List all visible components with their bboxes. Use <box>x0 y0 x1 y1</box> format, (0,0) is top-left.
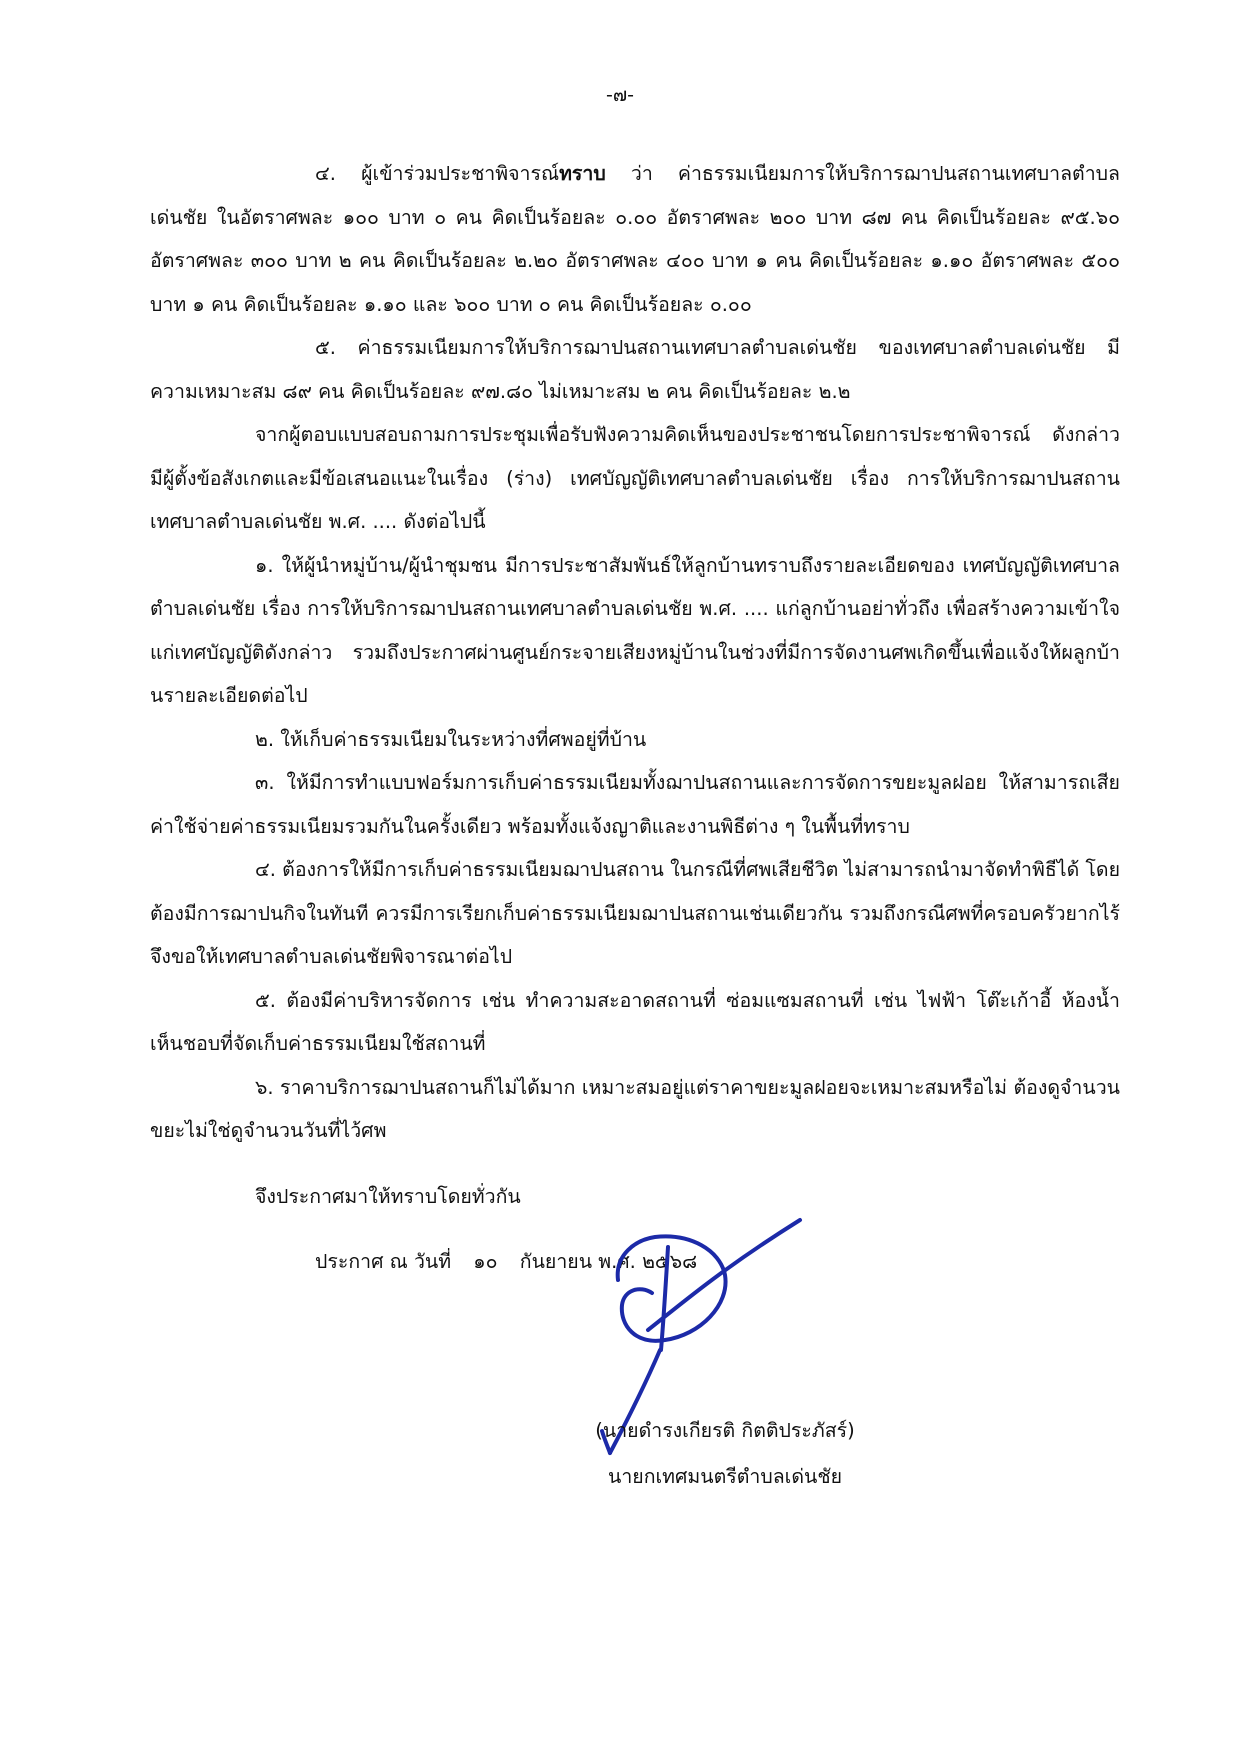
summary-item-5: ๕. ค่าธรรมเนียมการให้บริการฌาปนสถานเทศบาลตำบลเด่นชัย ของเทศบาลตำบลเด่นชัย มีความเหมาะสม ๘๙ คน คิดเป็นร้อยละ ๙๗.๘๐ ไม่เหมาะสม ๒ คน คิดเป็นร้อยละ ๒.๒ <box>150 336 1120 403</box>
suggestion-item: ๔. ต้องการให้มีการเก็บค่าธรรมเนียมฌาปนสถาน ในกรณีที่ศพเสียชีวิต ไม่สามารถนำมาจัดทำพิธีได้ โดยต้องมีการฌาปนกิจในทันที ควรมีการเรียกเก็บค่าธรรมเนียมฌาปนสถานเช่นเดียวกัน รวมถึงกรณีศพที่ครอบครัวยากไร้ จึงขอให้เทศบาลตำบลเด่นชัยพิจารณาต่อไป <box>150 858 1120 968</box>
date-day: ๑๐ <box>473 1250 498 1273</box>
suggestion-item: ๕. ต้องมีค่าบริหารจัดการ เช่น ทำความสะอาดสถานที่ ซ่อมแซมสถานที่ เช่น ไฟฟ้า โต๊ะเก้าอี้ ห้องน้ำ เห็นชอบที่จัดเก็บค่าธรรมเนียมใช้สถานที่ <box>150 988 1120 1055</box>
spacer <box>150 1153 1120 1175</box>
summary-item-4-bold: ทราบ <box>559 162 606 185</box>
suggestion-item: ๑. ให้ผู้นำหมู่บ้าน/ผู้นำชุมชน มีการประชาสัมพันธ์ให้ลูกบ้านทราบถึงรายละเอียดของ เทศบัญญัติเทศบาลตำบลเด่นชัย เรื่อง การให้บริการฌาปนสถานเทศบาลตำบลเด่นชัย พ.ศ. .... แก่ลูกบ้านอย่าทั่วถึง เพื่อสร้างความเข้าใจแก่เทศบัญญัติดังกล่าว รวมถึงประกาศผ่านศูนย์กระจายเสียงหมู่บ้านในช่วงที่มีการจัดงานศพเกิดขึ้นเพื่อแจ้งให้ผลูกบ้านรายละเอียดต่อไป <box>150 553 1120 707</box>
page-number: -๗- <box>606 84 634 106</box>
summary-item-4-prefix: ๔. ผู้เข้าร่วมประชาพิจารณ์ <box>315 162 560 185</box>
document-body <box>150 152 1120 1284</box>
intro-paragraph: จากผู้ตอบแบบสอบถามการประชุมเพื่อรับฟังความคิดเห็นของประชาชนโดยการประชาพิจารณ์ ดังกล่าว มีผู้ตั้งข้อสังเกตและมีข้อเสนอแนะในเรื่อง (ร่าง) เทศบัญญัติเทศบาลตำบลเด่นชัย เรื่อง การให้บริการฌาปนสถานเทศบาลตำบลเด่นชัย พ.ศ. .... ดังต่อไปนี้ <box>150 423 1120 533</box>
summary-item-4 <box>150 152 1120 326</box>
closing-statement: จึงประกาศมาให้ทราบโดยทั่วกัน <box>255 1184 521 1208</box>
signer-position: นายกเทศมนตรีตำบลเด่นชัย <box>608 1465 842 1488</box>
suggestion-item: ๒. ให้เก็บค่าธรรมเนียมในระหว่างที่ศพอยู่ที่บ้าน <box>255 727 647 751</box>
date-prefix: ประกาศ ณ วันที่ <box>315 1250 452 1273</box>
date-month-year: กันยายน พ.ศ. ๒๕๖๘ <box>519 1250 698 1273</box>
suggestion-item: ๖. ราคาบริการฌาปนสถานก็ไม่ได้มาก เหมาะสมอยู่แต่ราคาขยะมูลฝอยจะเหมาะสมหรือไม่ ต้องดูจำนวนขยะไม่ใช่ดูจำนวนวันที่ไว้ศพ <box>150 1075 1120 1142</box>
suggestion-item: ๓. ให้มีการทำแบบฟอร์มการเก็บค่าธรรมเนียมทั้งฌาปนสถานและการจัดการขยะมูลฝอย ให้สามารถเสียค่าใช้จ่ายค่าธรรมเนียมรวมกันในครั้งเดียว พร้อมทั้งแจ้งญาติและงานพิธีต่าง ๆ ในพื้นที่ทราบ <box>150 771 1120 838</box>
signer-name: (นายดำรงเกียรติ กิตติประภัสร์) <box>595 1419 855 1442</box>
summary-item-4-rest: ว่า ค่าธรรมเนียมการให้บริการฌาปนสถานเทศบาลตำบลเด่นชัย ในอัตราศพละ ๑๐๐ บาท ๐ คน คิดเป็นร้อยละ ๐.๐๐ อัตราศพละ ๒๐๐ บาท ๘๗ คน คิดเป็นร้อยละ ๙๕.๖๐ อัตราศพละ ๓๐๐ บาท ๒ คน คิดเป็นร้อยละ ๒.๒๐ อัตราศพละ ๔๐๐ บาท ๑ คน คิดเป็นร้อยละ ๑.๑๐ อัตราศพละ ๕๐๐ บาท ๑ คน คิดเป็นร้อยละ ๑.๑๐ และ ๖๐๐ บาท ๐ คน คิดเป็นร้อยละ ๐.๐๐ <box>150 162 1120 316</box>
signer-block <box>560 1408 890 1500</box>
